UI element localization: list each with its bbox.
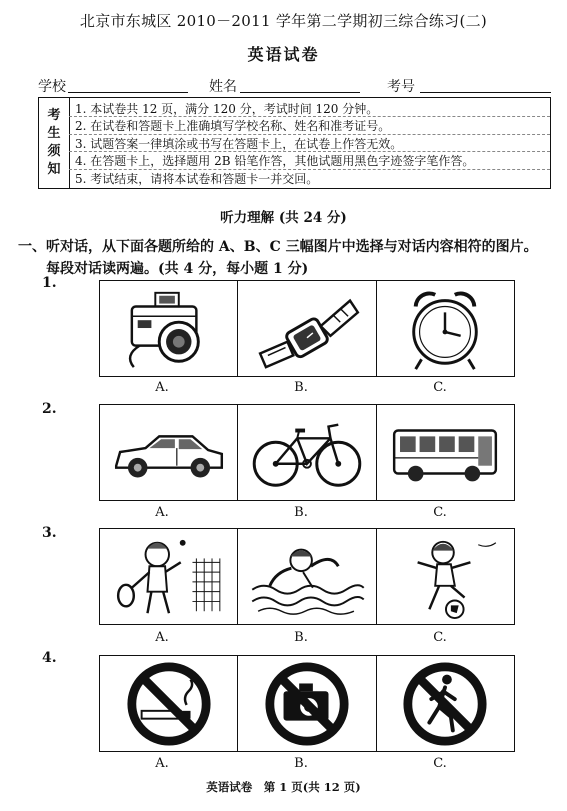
option-b-picture[interactable] (238, 656, 376, 751)
question-number: 1. (42, 275, 57, 291)
option-label-c: C. (433, 380, 447, 395)
option-label-a: A. (155, 380, 169, 395)
swimmer-icon (248, 533, 366, 621)
option-label-b: B. (294, 756, 308, 771)
notes-item: 1. 本试卷共 12 页，满分 120 分，考试时间 120 分钟。 (75, 102, 379, 116)
option-label-c: C. (433, 505, 447, 520)
option-a-picture[interactable] (100, 405, 238, 500)
option-a-picture[interactable] (100, 529, 238, 624)
question-2-picture-grid (99, 404, 515, 501)
no-smoking-sign-icon (110, 660, 228, 748)
option-label-b: B. (294, 505, 308, 520)
notes-heading-char: 知 (47, 162, 61, 177)
instructions (18, 236, 538, 280)
question-number: 2. (42, 401, 57, 417)
option-label-a: A. (155, 756, 169, 771)
option-label-a: A. (155, 630, 169, 645)
notes-item: 2. 在试卷和答题卡上准确填写学校名称、姓名和准考证号。 (75, 119, 391, 134)
notes-heading-char: 考 (47, 108, 61, 123)
no-photography-sign-icon (248, 660, 366, 748)
page-footer: 英语试卷 第 1 页(共 12 页) (206, 780, 361, 794)
notes-list (75, 101, 474, 188)
wristwatch-icon (248, 285, 366, 373)
option-a-picture[interactable] (100, 281, 238, 376)
option-c-picture[interactable] (377, 405, 514, 500)
option-c-picture[interactable] (377, 656, 514, 751)
option-label-c: C. (433, 756, 447, 771)
exam-subtitle: 英语试卷 (247, 45, 320, 64)
option-label-c: C. (433, 630, 447, 645)
option-c-picture[interactable] (377, 281, 514, 376)
exam-number-blank (420, 92, 551, 93)
instructions-line-2: 每段对话读两遍。(共 4 分，每小题 1 分) (46, 261, 309, 277)
option-label-b: B. (294, 630, 308, 645)
option-b-picture[interactable] (238, 405, 376, 500)
name-label: 姓名 (209, 79, 237, 95)
school-label: 学校 (38, 79, 66, 95)
instructions-line-1: 一、听对话，从下面各题所给的 A、B、C 三幅图片中选择与对话内容相符的图片。 (18, 239, 538, 255)
tennis-player-icon (110, 533, 228, 621)
exam-number-label: 考号 (387, 79, 415, 95)
option-b-picture[interactable] (238, 281, 376, 376)
bus-icon (386, 409, 504, 497)
notes-heading-char: 须 (47, 144, 61, 159)
option-b-picture[interactable] (238, 529, 376, 624)
option-label-b: B. (294, 380, 308, 395)
football-player-icon (386, 533, 504, 621)
camera-icon (110, 285, 228, 373)
car-icon (110, 409, 228, 497)
question-number: 4. (42, 650, 57, 666)
notes-item: 5. 考试结束，请将本试卷和答题卡一并交回。 (75, 171, 319, 186)
option-a-picture[interactable] (100, 656, 238, 751)
name-blank (240, 92, 360, 93)
notes-heading-char: 生 (47, 126, 61, 141)
question-number: 3. (42, 525, 57, 541)
exam-title: 北京市东城区 2010－2011 学年第二学期初三综合练习(二) (79, 12, 488, 30)
option-c-picture[interactable] (377, 529, 514, 624)
notes-item: 4. 在答题卡上，选择题用 2B 铅笔作答，其他试题用黑色字迹签字笔作答。 (75, 154, 475, 169)
notes-item: 3. 试题答案一律填涂或书写在答题卡上，在试卷上作答无效。 (75, 136, 403, 151)
section-title: 听力理解 (共 24 分) (220, 210, 347, 226)
option-label-a: A. (155, 505, 169, 520)
alarm-clock-icon (386, 285, 504, 373)
school-blank (68, 92, 188, 93)
bicycle-icon (248, 409, 366, 497)
question-3-picture-grid (99, 528, 515, 625)
question-4-picture-grid (99, 655, 515, 752)
no-pedestrians-sign-icon (386, 660, 504, 748)
candidate-notes-box (38, 97, 551, 189)
notes-heading (39, 98, 70, 188)
question-1-picture-grid (99, 280, 515, 377)
